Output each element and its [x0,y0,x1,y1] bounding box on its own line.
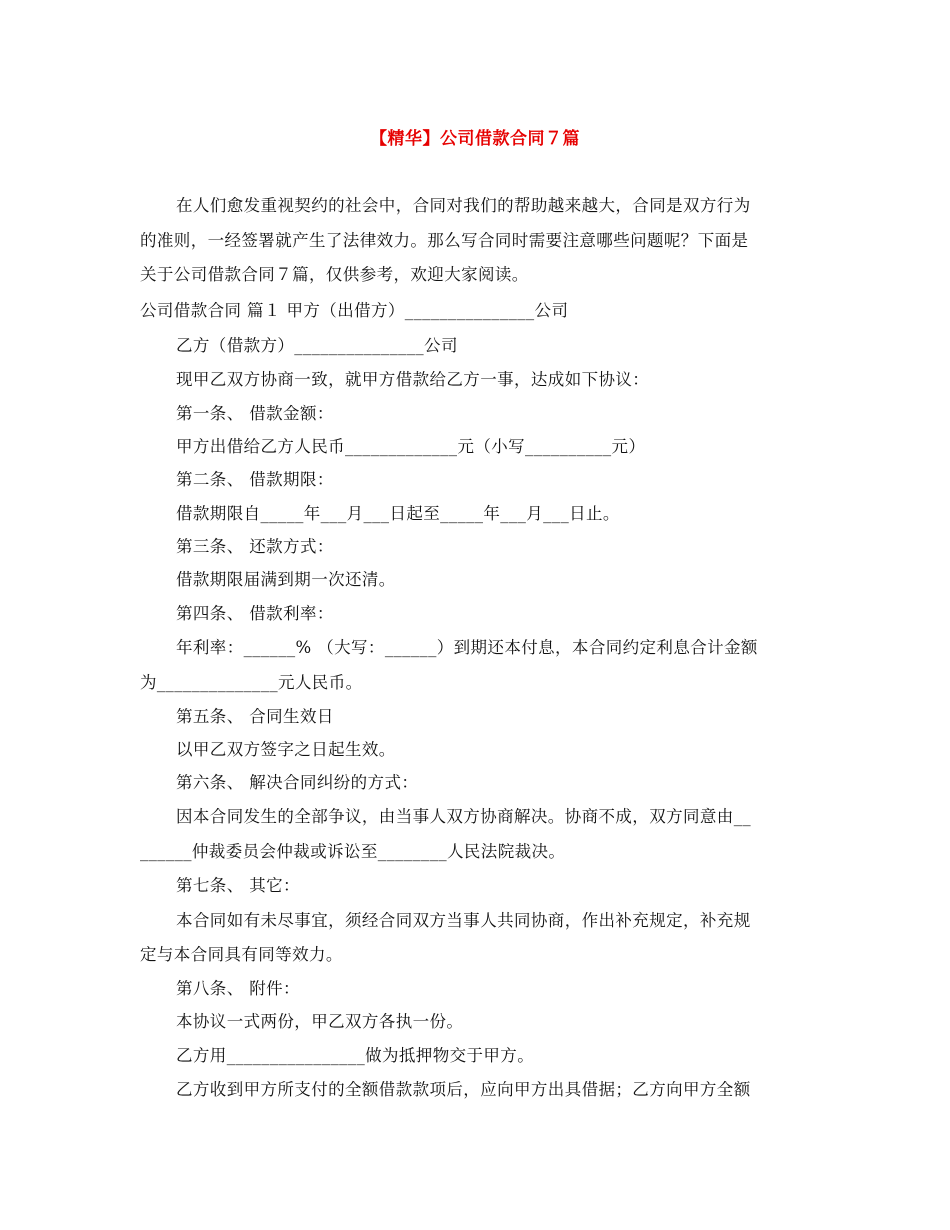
article-8-body-1: 本协议一式两份，甲乙双方各执一份。 [176,1012,464,1031]
intro-line-1: 在人们愈发重视契约的社会中，合同对我们的帮助越来越大，合同是双方行为 [176,196,751,215]
intro-line-2: 的准则，一经签署就产生了法律效力。那么写合同时需要注意哪些问题呢？下面是 [140,231,749,250]
article-4-body-1: 年利率：______% （大写：______）到期还本付息，本合同约定利息合计金额 [176,638,758,657]
document-title: 【精华】公司借款合同７篇 [370,129,580,149]
article-6-body-1: 因本合同发生的全部争议，由当事人双方协商解决。协商不成，双方同意由__ [176,807,751,826]
article-1-heading: 第一条、 借款金额： [176,404,334,423]
article-4-heading: 第四条、 借款利率： [176,604,334,623]
article-3-body: 借款期限届满到期一次还清。 [176,570,396,589]
article-2-body: 借款期限自_____年___月___日起至_____年___月___日止。 [176,504,620,523]
article-7-body-2: 定与本合同具有同等效力。 [140,945,343,964]
article-8-body-3: 乙方收到甲方所支付的全额借款款项后，应向甲方出具借据；乙方向甲方全额 [176,1080,751,1099]
contract-heading-party-a: 公司借款合同 篇１ 甲方（出借方）_______________公司 [140,301,569,320]
article-8-heading: 第八条、 附件： [176,979,300,998]
article-2-heading: 第二条、 借款期限： [176,470,334,489]
article-1-body: 甲方出借给乙方人民币_____________元（小写__________元） [176,437,646,456]
agreement-line: 现甲乙双方协商一致，就甲方借款给乙方一事，达成如下协议： [176,370,650,389]
article-5-body: 以甲乙双方签字之日起生效。 [176,740,396,759]
article-6-body-2: ______仲裁委员会仲裁或诉讼至________人民法院裁决。 [140,842,566,861]
article-7-heading: 第七条、 其它： [176,876,300,895]
party-b-line: 乙方（借款方）_______________公司 [176,336,458,355]
intro-line-3: 关于公司借款合同７篇，仅供参考，欢迎大家阅读。 [140,265,529,284]
article-3-heading: 第三条、 还款方式： [176,537,334,556]
article-7-body-1: 本合同如有未尽事宜，须经合同双方当事人共同协商，作出补充规定，补充规 [176,911,751,930]
article-8-body-2: 乙方用________________做为抵押物交于甲方。 [176,1046,535,1065]
article-4-body-2: 为______________元人民币。 [140,673,363,692]
article-5-heading: 第五条、 合同生效日 [176,707,334,726]
article-6-heading: 第六条、 解决合同纠纷的方式： [176,773,419,792]
